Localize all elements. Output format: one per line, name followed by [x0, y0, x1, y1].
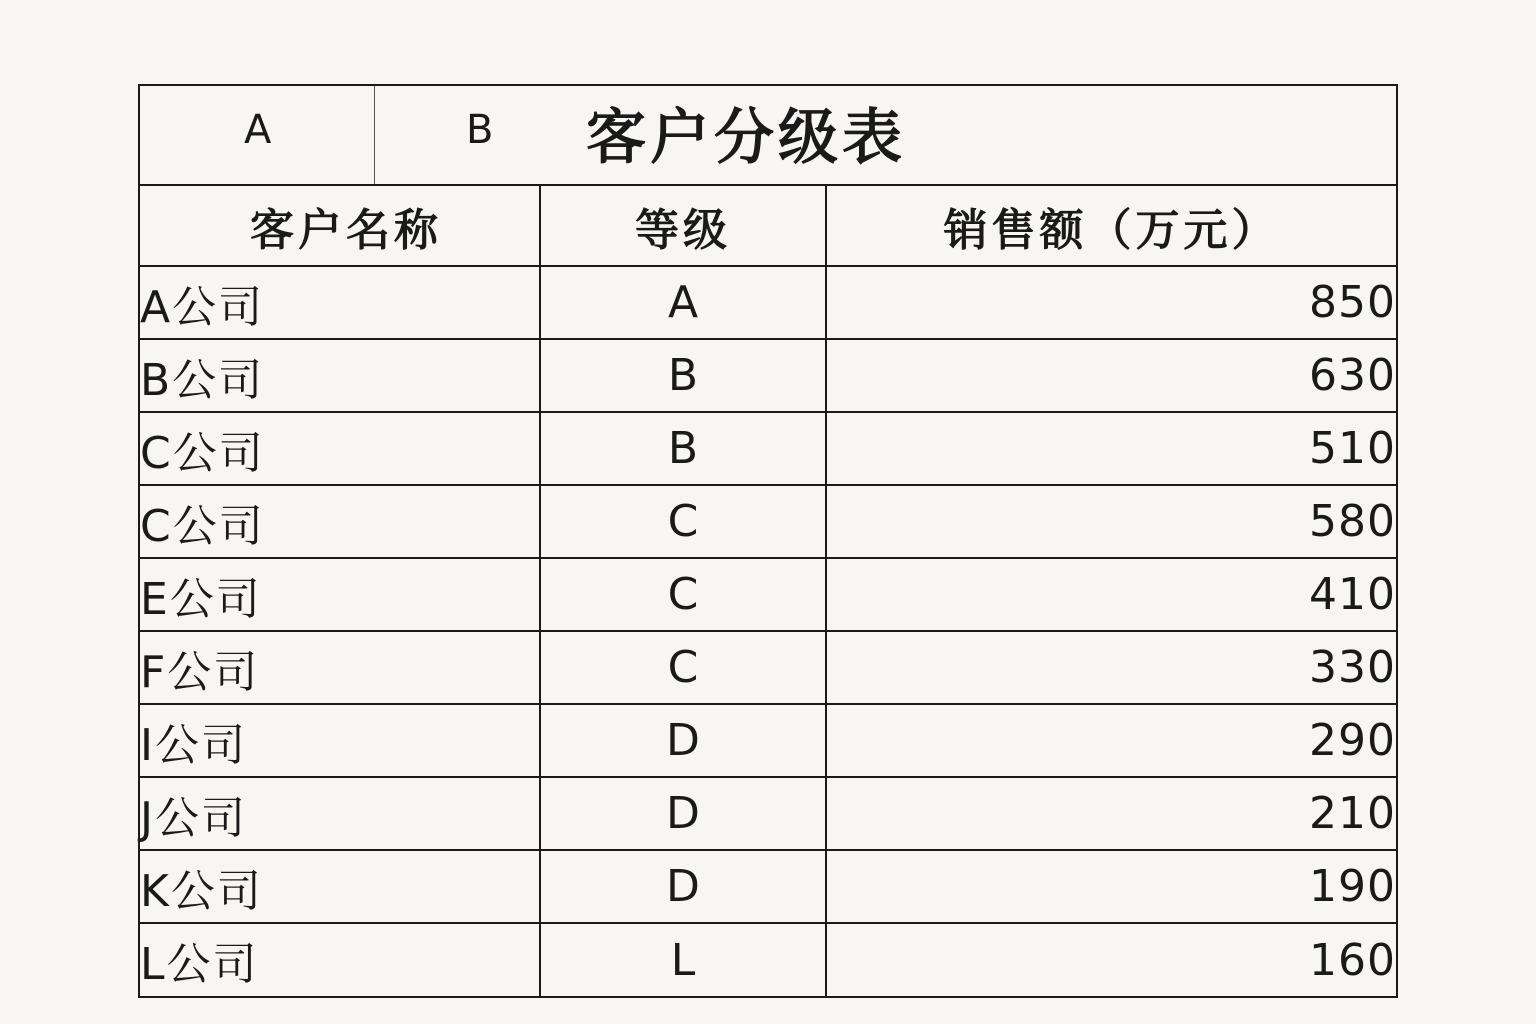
- cell-sales[interactable]: 410: [826, 558, 1396, 631]
- cell-sales[interactable]: 850: [826, 266, 1396, 339]
- cell-sales[interactable]: 160: [1309, 934, 1396, 986]
- cell-grade[interactable]: D: [540, 777, 826, 850]
- cell-customer-name[interactable]: L公司: [140, 923, 540, 996]
- cell-customer-name[interactable]: C公司: [140, 485, 540, 558]
- cell-sales[interactable]: 580: [826, 485, 1396, 558]
- header-sales[interactable]: 销售额（万元）: [826, 186, 1396, 266]
- table-row: [140, 339, 1396, 412]
- cell-grade[interactable]: L: [540, 923, 826, 996]
- cell-sales[interactable]: 630: [826, 339, 1396, 412]
- table-row: [140, 412, 1396, 485]
- cell-grade[interactable]: C: [540, 631, 826, 704]
- cell-customer-name[interactable]: E公司: [140, 558, 540, 631]
- header-customer-name[interactable]: 客户名称: [140, 186, 540, 266]
- column-letter-b[interactable]: B: [466, 107, 494, 153]
- cell-customer-name[interactable]: A公司: [140, 266, 540, 339]
- table-row: [140, 485, 1396, 558]
- cell-grade[interactable]: C: [540, 558, 826, 631]
- cell-grade[interactable]: D: [540, 704, 826, 777]
- table-row: [140, 558, 1396, 631]
- cell-customer-name[interactable]: K公司: [140, 850, 540, 923]
- cell-grade[interactable]: B: [540, 412, 826, 485]
- cell-customer-name[interactable]: I公司: [140, 704, 540, 777]
- customer-grade-sheet: [138, 84, 1398, 998]
- header-row: [140, 186, 1396, 266]
- table-row: [140, 777, 1396, 850]
- table-title: 客户分级表: [586, 103, 906, 173]
- table-row: [140, 923, 1396, 996]
- title-row: [140, 86, 1396, 186]
- cell-grade[interactable]: D: [540, 850, 826, 923]
- cell-customer-name[interactable]: F公司: [140, 631, 540, 704]
- column-letter-a[interactable]: A: [244, 107, 272, 153]
- cell-customer-name[interactable]: J公司: [140, 777, 540, 850]
- cell-grade[interactable]: B: [540, 339, 826, 412]
- cell-sales[interactable]: 330: [826, 631, 1396, 704]
- cell-grade[interactable]: C: [540, 485, 826, 558]
- cell-sales[interactable]: 510: [826, 412, 1396, 485]
- cell-customer-name[interactable]: B公司: [140, 339, 540, 412]
- table-row: [140, 266, 1396, 339]
- table-row: [140, 850, 1396, 923]
- cell-customer-name[interactable]: C公司: [140, 412, 540, 485]
- cell-sales[interactable]: 290: [826, 704, 1396, 777]
- customer-table: [140, 186, 1396, 996]
- cell-sales[interactable]: 190: [826, 850, 1396, 923]
- cell-sales[interactable]: 210: [826, 777, 1396, 850]
- cell-grade[interactable]: A: [540, 266, 826, 339]
- column-divider: [374, 86, 375, 184]
- table-row: [140, 704, 1396, 777]
- header-grade[interactable]: 等级: [540, 186, 826, 266]
- table-row: [140, 631, 1396, 704]
